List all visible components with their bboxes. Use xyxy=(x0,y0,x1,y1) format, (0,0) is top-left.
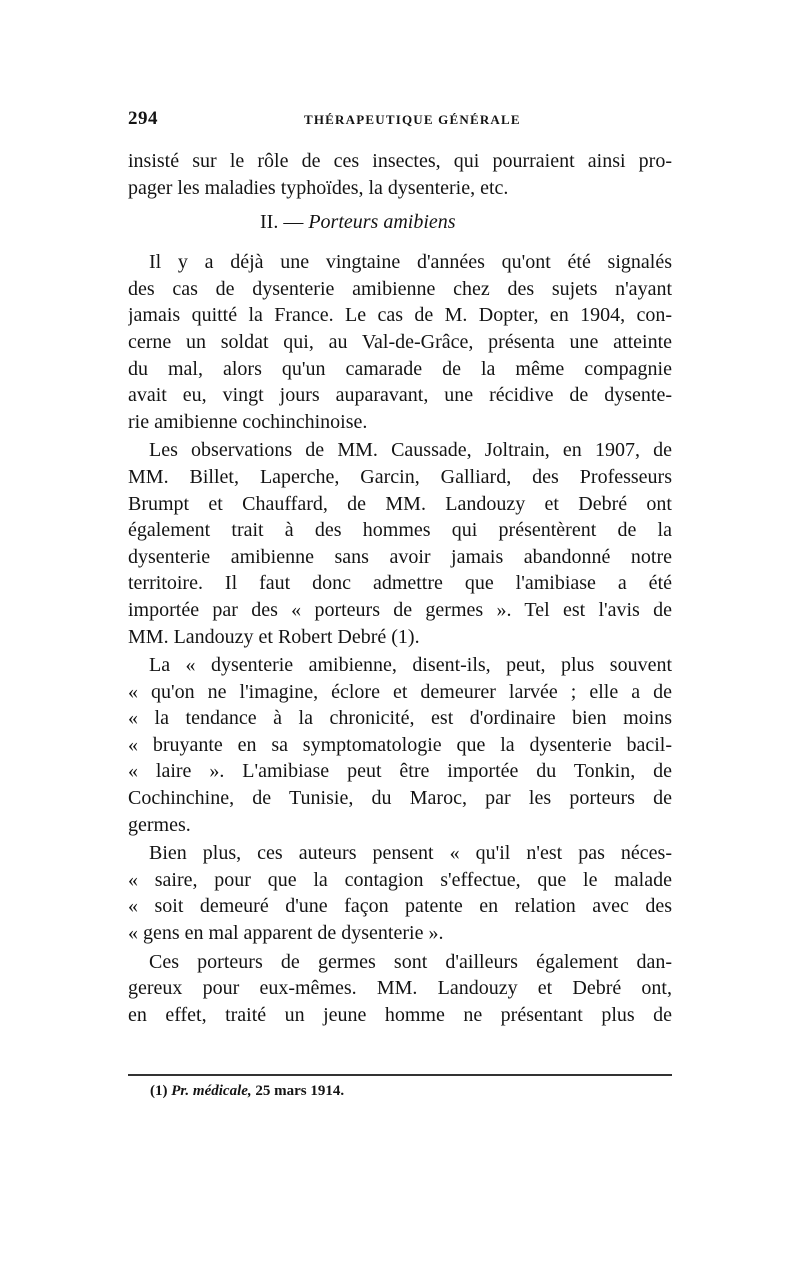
running-title: THÉRAPEUTIQUE GÉNÉRALE xyxy=(304,112,521,127)
text-line: « soit demeuré d'une façon patente en relation avec des xyxy=(128,895,672,918)
section-number: II. — xyxy=(260,211,304,234)
text-line: Ces porteurs de germes sont d'ailleurs également dan- xyxy=(149,950,672,973)
paragraph-1 xyxy=(128,249,672,435)
paragraph-2 xyxy=(128,437,672,650)
paragraph-5 xyxy=(128,949,672,1029)
text-line: « laire ». L'amibiase peut être importée du Tonkin, de xyxy=(128,760,672,783)
text-line: jamais quitté la France. Le cas de M. Dopter, en 1904, con- xyxy=(128,304,672,327)
text-line: gereux pour eux-mêmes. MM. Landouzy et Debré ont, xyxy=(128,977,672,1000)
text-line: Cochinchine, de Tunisie, du Maroc, par les porteurs de xyxy=(128,787,672,810)
text-line: insisté sur le rôle de ces insectes, qui pourraient ainsi pro- xyxy=(128,150,672,172)
footnote-source: Pr. médicale, xyxy=(171,1083,252,1099)
text-line: Bien plus, ces auteurs pensent « qu'il n'est pas néces- xyxy=(149,842,672,865)
section-title: Porteurs amibiens xyxy=(308,211,456,234)
text-line: Brumpt et Chauffard, de MM. Landouzy et Debré ont xyxy=(128,492,672,515)
text-line: MM. Billet, Laperche, Garcin, Galliard, des Professeurs xyxy=(128,465,672,488)
text-line: « gens en mal apparent de dysenterie ». xyxy=(128,922,444,945)
text-line: du mal, alors qu'un camarade de la même compagnie xyxy=(128,357,672,380)
page-number: 294 xyxy=(128,108,158,129)
text-line: « qu'on ne l'imagine, éclore et demeurer larvée ; elle a de xyxy=(128,680,672,703)
intro-paragraph xyxy=(128,148,672,201)
text-line: « saire, pour que la contagion s'effectue, que le malade xyxy=(128,868,672,891)
text-line: Les observations de MM. Caussade, Joltrain, en 1907, de xyxy=(149,439,672,462)
running-head xyxy=(128,108,672,138)
text-line: des cas de dysenterie amibienne chez des sujets n'ayant xyxy=(128,277,672,300)
text-line: territoire. Il faut donc admettre que l'amibiase a été xyxy=(128,572,672,595)
text-line: Il y a déjà une vingtaine d'années qu'ont été signalés xyxy=(149,251,672,274)
footnote-rule xyxy=(128,1074,672,1076)
text-line: également trait à des hommes qui présentèrent de la xyxy=(128,519,672,542)
text-line: « bruyante en sa symptomatologie que la dysenterie bacil- xyxy=(128,733,672,756)
text-line: cerne un soldat qui, au Val-de-Grâce, présenta une atteinte xyxy=(128,330,672,353)
page xyxy=(128,108,672,1028)
section-heading xyxy=(128,203,672,241)
text-line: La « dysenterie amibienne, disent-ils, peut, plus souvent xyxy=(149,654,672,677)
text-line: en effet, traité un jeune homme ne présentant plus de xyxy=(128,1003,672,1026)
footnote-date: 25 mars 1914. xyxy=(255,1083,345,1099)
text-line: MM. Landouzy et Robert Debré (1). xyxy=(128,625,420,648)
body-text xyxy=(128,148,672,1028)
text-line: pager les maladies typhoïdes, la dysenterie, etc. xyxy=(128,176,509,199)
text-line: « la tendance à la chronicité, est d'ordinaire bien moins xyxy=(128,707,672,730)
footnote xyxy=(150,1083,344,1100)
text-line: importée par des « porteurs de germes ». Tel est l'avis de xyxy=(128,598,672,621)
text-line: dysenterie amibienne sans avoir jamais abandonné notre xyxy=(128,545,672,568)
footnote-marker: (1) xyxy=(150,1083,168,1099)
text-line: avait eu, vingt jours auparavant, une récidive de dysente- xyxy=(128,384,672,407)
text-line: germes. xyxy=(128,813,191,836)
paragraph-3 xyxy=(128,652,672,838)
text-line: rie amibienne cochinchinoise. xyxy=(128,410,368,433)
paragraph-4 xyxy=(128,840,672,946)
